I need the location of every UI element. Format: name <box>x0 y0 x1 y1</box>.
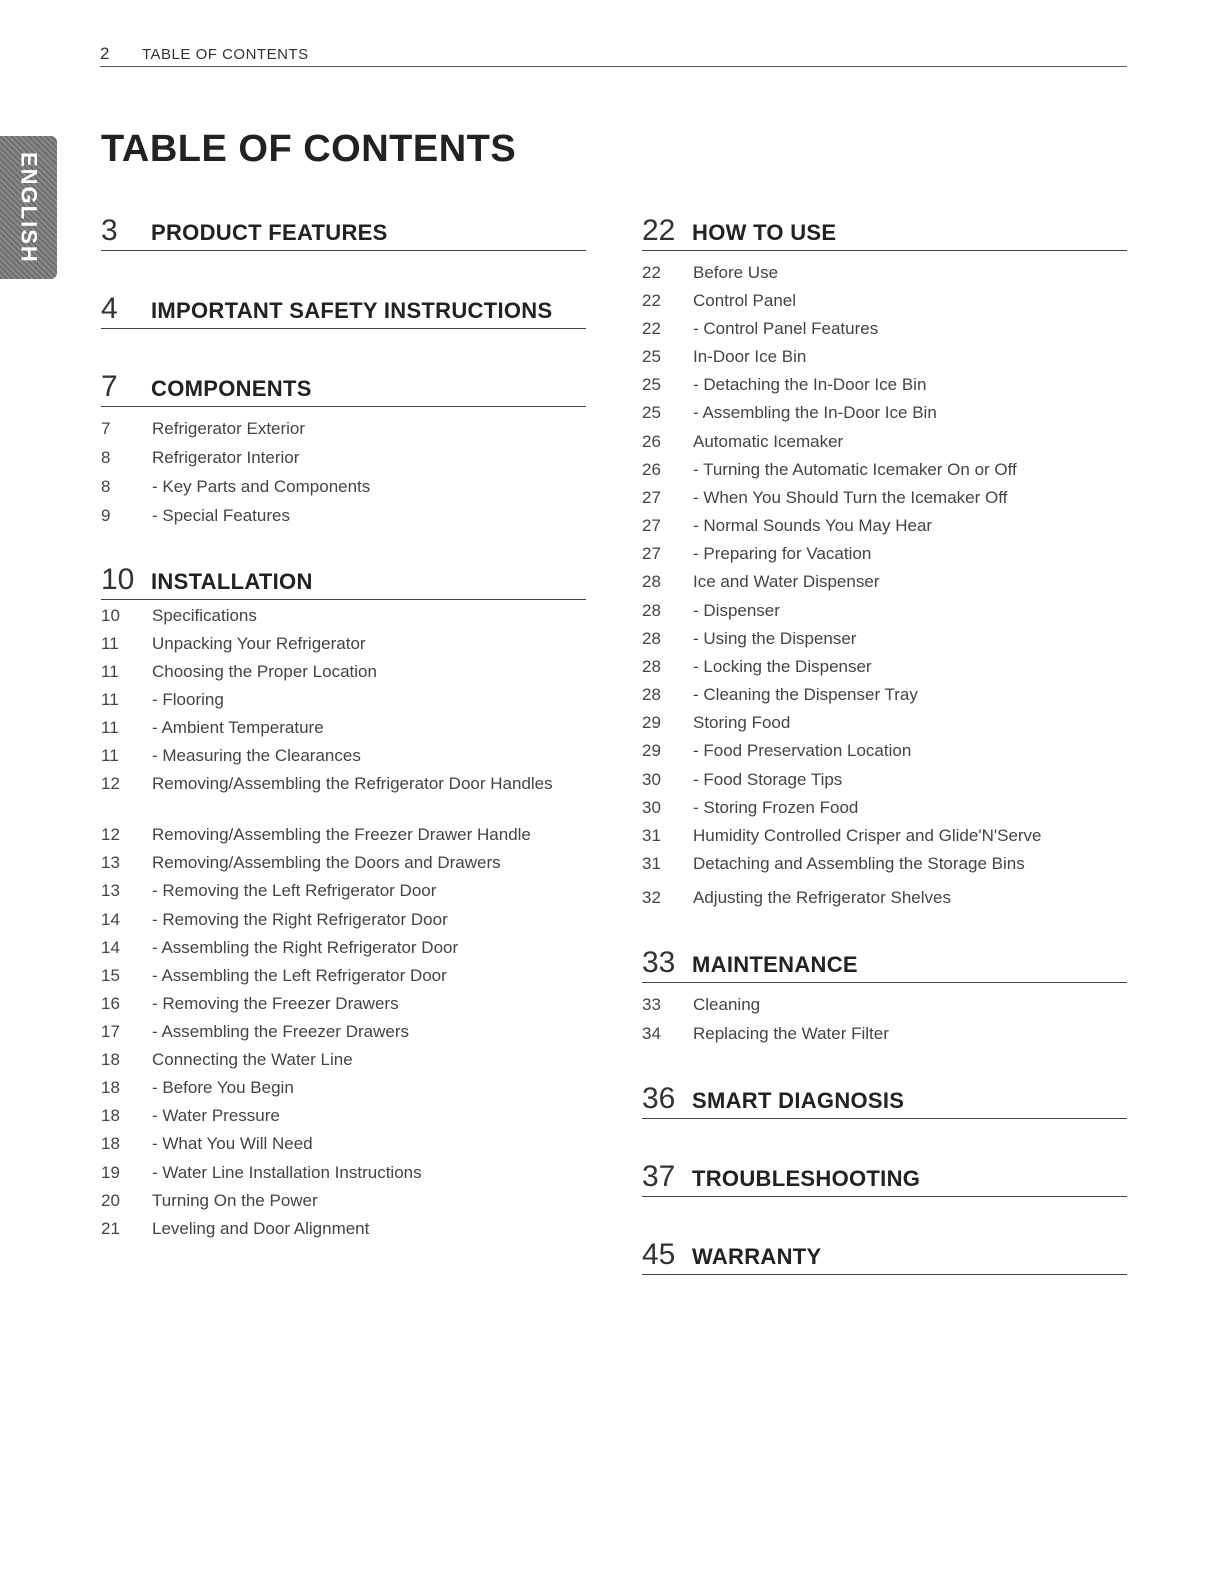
entry-text: Humidity Controlled Crisper and Glide'N'Serve <box>693 826 1042 845</box>
entry-text: Automatic Icemaker <box>693 432 844 451</box>
entry-text: - Assembling the Right Refrigerator Door <box>152 938 459 957</box>
entry-text: Detaching and Assembling the Storage Bins <box>693 854 1025 873</box>
toc-entry[interactable] <box>642 346 1123 368</box>
entry-page-number: 27 <box>642 488 661 507</box>
entry-text: - Ambient Temperature <box>152 718 324 737</box>
entry-text: Turning On the Power <box>152 1191 318 1210</box>
toc-entry[interactable] <box>101 965 582 987</box>
entry-page-number: 16 <box>101 994 120 1013</box>
entry-text: - Assembling the Freezer Drawers <box>152 1022 409 1041</box>
entry-page-number: 18 <box>101 1134 120 1153</box>
section-title: COMPONENTS <box>151 376 312 401</box>
toc-entry[interactable] <box>101 909 582 931</box>
entry-text: - Normal Sounds You May Hear <box>693 516 933 535</box>
entry-page-number: 28 <box>642 601 661 620</box>
entry-page-number: 10 <box>101 606 120 625</box>
entry-text: - Removing the Left Refrigerator Door <box>152 881 437 900</box>
entry-text: - Assembling the In-Door Ice Bin <box>693 403 937 422</box>
running-header <box>100 44 1127 67</box>
entry-text: - Before You Begin <box>152 1078 294 1097</box>
entry-page-number: 18 <box>101 1050 120 1069</box>
entry-text: Adjusting the Refrigerator Shelves <box>693 888 951 907</box>
entry-page-number: 8 <box>101 448 111 467</box>
toc-entry[interactable] <box>642 543 1123 565</box>
section-title: SMART DIAGNOSIS <box>692 1088 905 1113</box>
entry-page-number: 9 <box>101 506 111 525</box>
entry-text: - When You Should Turn the Icemaker Off <box>693 488 1008 507</box>
toc-section <box>642 1238 1127 1275</box>
entry-page-number: 25 <box>642 403 661 422</box>
toc-entry[interactable] <box>101 1077 582 1099</box>
entry-page-number: 18 <box>101 1106 120 1125</box>
section-heading[interactable] <box>642 946 1127 983</box>
toc-entry[interactable] <box>101 880 582 902</box>
toc-entry[interactable] <box>642 1023 1123 1045</box>
toc-entry[interactable] <box>101 745 582 767</box>
entry-page-number: 21 <box>101 1219 120 1238</box>
entry-text: - Turning the Automatic Icemaker On or Off <box>693 460 1017 479</box>
entry-text: In-Door Ice Bin <box>693 347 807 366</box>
section-title: WARRANTY <box>692 1244 822 1269</box>
entry-page-number: 31 <box>642 854 661 873</box>
toc-entry[interactable] <box>642 571 1123 593</box>
entry-page-number: 28 <box>642 685 661 704</box>
toc-entry[interactable] <box>101 689 582 711</box>
entry-text: Choosing the Proper Location <box>152 662 377 681</box>
section-heading[interactable] <box>101 292 586 329</box>
entry-page-number: 14 <box>101 938 120 957</box>
section-title: MAINTENANCE <box>692 952 858 977</box>
entry-text: Removing/Assembling the Refrigerator Door Handles <box>152 774 553 793</box>
entry-page-number: 29 <box>642 741 661 760</box>
entry-page-number: 32 <box>642 888 661 907</box>
entry-text: Connecting the Water Line <box>152 1050 353 1069</box>
toc-entry[interactable] <box>101 447 582 469</box>
toc-section <box>642 1082 1127 1119</box>
entry-page-number: 17 <box>101 1022 120 1041</box>
entry-page-number: 12 <box>101 825 120 844</box>
entry-page-number: 20 <box>101 1191 120 1210</box>
entry-page-number: 29 <box>642 713 661 732</box>
entry-text: - Food Storage Tips <box>693 770 843 789</box>
entry-page-number: 26 <box>642 432 661 451</box>
entry-page-number: 28 <box>642 657 661 676</box>
toc-section <box>101 214 586 251</box>
entry-text: - Removing the Freezer Drawers <box>152 994 399 1013</box>
page-title: TABLE OF CONTENTS <box>101 128 517 170</box>
toc-entry[interactable] <box>642 887 1123 909</box>
entry-page-number: 8 <box>101 477 111 496</box>
toc-entry[interactable] <box>642 290 1123 312</box>
entry-text: - Dispenser <box>693 601 780 620</box>
entry-text: Replacing the Water Filter <box>693 1024 889 1043</box>
entry-text: Cleaning <box>693 995 761 1014</box>
entry-text: - Detaching the In-Door Ice Bin <box>693 375 927 394</box>
section-heading[interactable] <box>642 214 1127 251</box>
toc-entry[interactable] <box>642 487 1123 509</box>
toc-entry[interactable] <box>642 769 1123 791</box>
entry-page-number: 28 <box>642 572 661 591</box>
toc-section <box>101 370 586 407</box>
toc-entry[interactable] <box>642 712 1123 734</box>
section-page-number: 37 <box>642 1160 676 1193</box>
toc-entry[interactable] <box>642 318 1123 340</box>
entry-page-number: 13 <box>101 853 120 872</box>
entry-page-number: 22 <box>642 319 661 338</box>
entry-text: - Flooring <box>152 690 224 709</box>
entry-page-number: 30 <box>642 770 661 789</box>
toc-entry[interactable] <box>642 825 1123 847</box>
toc-entry[interactable] <box>101 824 582 846</box>
entry-text: Refrigerator Interior <box>152 448 300 467</box>
section-heading[interactable] <box>642 1082 1127 1119</box>
entry-text: - Water Line Installation Instructions <box>152 1163 422 1182</box>
toc-entry[interactable] <box>101 661 582 683</box>
section-heading[interactable] <box>101 563 586 600</box>
toc-entry[interactable] <box>642 656 1123 678</box>
toc-entry[interactable] <box>101 505 582 527</box>
toc-entry[interactable] <box>101 1133 582 1155</box>
header-page-number: 2 <box>100 44 110 63</box>
toc-section <box>101 563 586 600</box>
toc-entry[interactable] <box>101 605 582 627</box>
entry-page-number: 33 <box>642 995 661 1014</box>
toc-entry[interactable] <box>101 476 582 498</box>
toc-section <box>101 292 586 329</box>
entry-page-number: 12 <box>101 774 120 793</box>
entry-text: - What You Will Need <box>152 1134 313 1153</box>
entry-text: Specifications <box>152 606 257 625</box>
entry-page-number: 34 <box>642 1024 661 1043</box>
entry-page-number: 27 <box>642 516 661 535</box>
section-heading[interactable] <box>642 1160 1127 1197</box>
entry-text: Ice and Water Dispenser <box>693 572 880 591</box>
section-title: IMPORTANT SAFETY INSTRUCTIONS <box>151 298 553 323</box>
entry-text: - Assembling the Left Refrigerator Door <box>152 966 447 985</box>
entry-text: Removing/Assembling the Freezer Drawer Handle <box>152 825 531 844</box>
section-page-number: 3 <box>101 214 118 247</box>
section-page-number: 10 <box>101 563 135 596</box>
section-page-number: 36 <box>642 1082 676 1115</box>
entry-text: - Control Panel Features <box>693 319 879 338</box>
toc-entry[interactable] <box>101 633 582 655</box>
section-heading[interactable] <box>101 214 586 251</box>
entry-text: Leveling and Door Alignment <box>152 1219 370 1238</box>
toc-entry[interactable] <box>101 937 582 959</box>
toc-entry[interactable] <box>642 600 1123 622</box>
entry-text: - Water Pressure <box>152 1106 280 1125</box>
entry-text: Before Use <box>693 263 779 282</box>
toc-entry[interactable] <box>642 431 1123 453</box>
entry-page-number: 13 <box>101 881 120 900</box>
section-heading[interactable] <box>642 1238 1127 1275</box>
entry-page-number: 11 <box>101 746 119 765</box>
entry-page-number: 7 <box>101 419 111 438</box>
entry-text: - Cleaning the Dispenser Tray <box>693 685 918 704</box>
section-title: INSTALLATION <box>151 569 313 594</box>
toc-entry[interactable] <box>101 1218 582 1240</box>
entry-page-number: 11 <box>101 718 119 737</box>
toc-entry[interactable] <box>101 1105 582 1127</box>
toc-entry[interactable] <box>101 1190 582 1212</box>
toc-entry[interactable] <box>642 740 1123 762</box>
toc-entry[interactable] <box>101 1049 582 1071</box>
language-tab <box>0 136 57 279</box>
toc-entry[interactable] <box>642 262 1123 284</box>
toc-entry[interactable] <box>101 1162 582 1184</box>
section-page-number: 4 <box>101 292 118 325</box>
entry-page-number: 19 <box>101 1163 120 1182</box>
language-tab-label: ENGLISH <box>16 151 42 264</box>
toc-entry[interactable] <box>101 773 582 795</box>
toc-entry[interactable] <box>642 459 1123 481</box>
entry-page-number: 25 <box>642 375 661 394</box>
entry-text: - Special Features <box>152 506 290 525</box>
entry-page-number: 30 <box>642 798 661 817</box>
toc-section <box>642 1160 1127 1197</box>
toc-entry[interactable] <box>101 418 582 440</box>
entry-page-number: 18 <box>101 1078 120 1097</box>
section-title: PRODUCT FEATURES <box>151 220 388 245</box>
entry-text: - Using the Dispenser <box>693 629 857 648</box>
entry-text: Control Panel <box>693 291 797 310</box>
entry-page-number: 26 <box>642 460 661 479</box>
entry-page-number: 14 <box>101 910 120 929</box>
section-heading[interactable] <box>101 370 586 407</box>
entry-text: Storing Food <box>693 713 791 732</box>
entry-text: - Key Parts and Components <box>152 477 371 496</box>
toc-entry[interactable] <box>642 797 1123 819</box>
entry-page-number: 11 <box>101 662 119 681</box>
toc-entry[interactable] <box>101 993 582 1015</box>
entry-text: - Removing the Right Refrigerator Door <box>152 910 448 929</box>
entry-page-number: 28 <box>642 629 661 648</box>
section-page-number: 7 <box>101 370 118 403</box>
section-title: TROUBLESHOOTING <box>692 1166 921 1191</box>
toc-entry[interactable] <box>101 852 582 874</box>
entry-page-number: 25 <box>642 347 661 366</box>
entry-page-number: 15 <box>101 966 120 985</box>
toc-entry[interactable] <box>101 1021 582 1043</box>
entry-page-number: 27 <box>642 544 661 563</box>
entry-page-number: 22 <box>642 291 661 310</box>
entry-page-number: 31 <box>642 826 661 845</box>
entry-page-number: 11 <box>101 690 119 709</box>
toc-section <box>642 946 1127 983</box>
section-page-number: 22 <box>642 214 676 247</box>
entry-text: - Storing Frozen Food <box>693 798 859 817</box>
entry-text: Unpacking Your Refrigerator <box>152 634 366 653</box>
toc-section <box>642 214 1127 251</box>
toc-entry[interactable] <box>642 628 1123 650</box>
header-running-title: TABLE OF CONTENTS <box>142 46 309 63</box>
entry-text: - Locking the Dispenser <box>693 657 872 676</box>
toc-entry[interactable] <box>642 402 1123 424</box>
entry-text: - Measuring the Clearances <box>152 746 361 765</box>
entry-page-number: 22 <box>642 263 661 282</box>
entry-page-number: 11 <box>101 634 119 653</box>
toc-entry[interactable] <box>642 515 1123 537</box>
section-page-number: 33 <box>642 946 676 979</box>
toc-entry[interactable] <box>642 853 1123 875</box>
section-title: HOW TO USE <box>692 220 837 245</box>
toc-entry[interactable] <box>642 374 1123 396</box>
toc-entry[interactable] <box>101 717 582 739</box>
entry-text: Refrigerator Exterior <box>152 419 306 438</box>
entry-text: - Food Preservation Location <box>693 741 912 760</box>
toc-entry[interactable] <box>642 994 1123 1016</box>
entry-text: - Preparing for Vacation <box>693 544 872 563</box>
toc-entry[interactable] <box>642 684 1123 706</box>
entry-text: Removing/Assembling the Doors and Drawers <box>152 853 501 872</box>
section-page-number: 45 <box>642 1238 676 1271</box>
